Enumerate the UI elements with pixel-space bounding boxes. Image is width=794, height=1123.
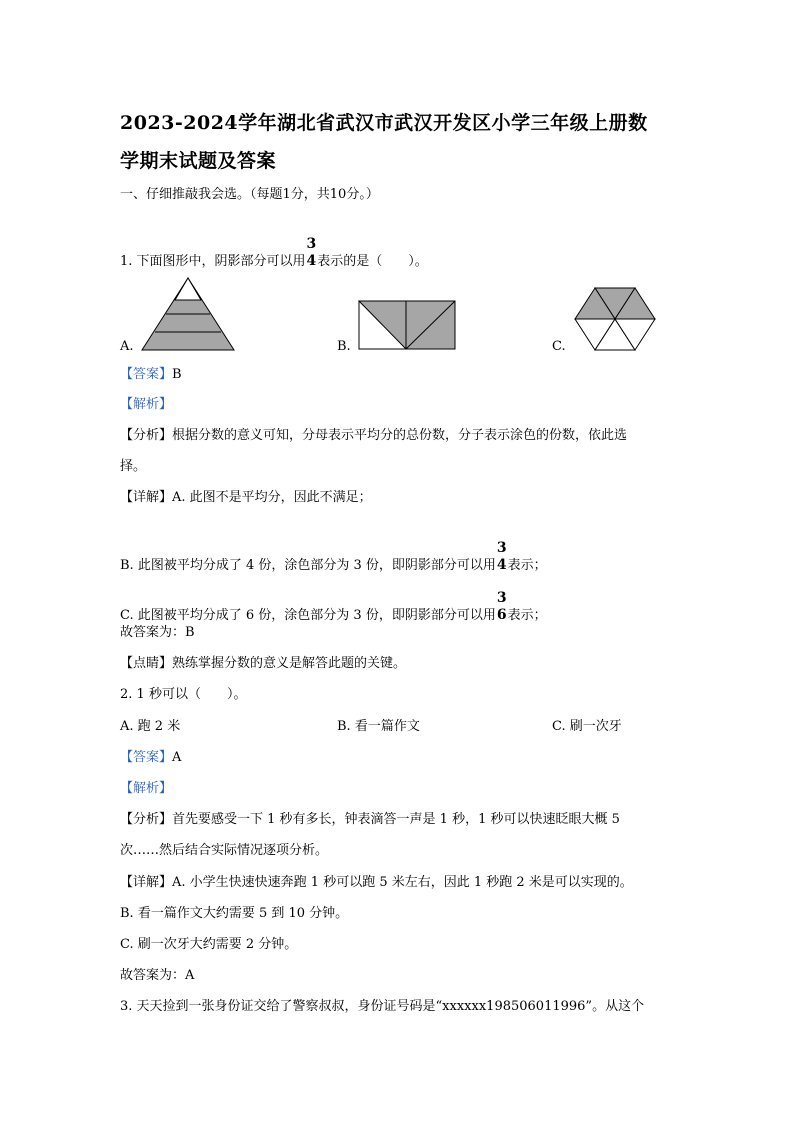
q2-fenxi-line2: 次……然后结合实际情况逐项分析。 [120,843,329,858]
q2-detail-a: 【详解】A. 小学生快速快速奔跑 1 秒可以跑 5 米左右，因此 1 秒跑 2 米是可以实现的。 [120,875,633,890]
q2-fenxi-line1: 【分析】首先要感受一下 1 秒有多长，钟表滴答一声是 1 秒，1 秒可以快速眨眼大概 5 [120,812,620,827]
option-b-rectangle-figure [358,300,456,352]
option-c-hexagon-figure [573,286,657,352]
q2-option-b: B. 看一篇作文 [337,719,420,734]
option-a-triangle-figure [140,276,236,352]
q1-analysis-heading: 【解析】 [120,397,173,412]
q2-option-a: A. 跑 2 米 [120,719,181,734]
q1-stem: 1. 下面图形中，阴影部分可以用 3 4 表示的是（ ）。 [120,236,428,269]
q1-detail-c: C. 此图被平均分成了 6 份，涂色部分为 3 份，即阴影部分可以用 3 6 表示； [120,590,547,623]
q2-answer: 【答案】A [120,750,182,765]
q2-option-c: C. 刷一次牙 [552,719,622,734]
q1-fenxi-line2: 择。 [120,459,147,474]
q1-answer: 【答案】B [120,367,182,382]
q2-stem: 2. 1 秒可以（ ）。 [120,687,247,702]
section-heading: 一、仔细推敲我会选。（每题1分，共10分。） [120,187,379,202]
q3-stem: 3. 天天捡到一张身份证交给了警察叔叔，身份证号码是“xxxxxx198506011996”。从这个 [120,999,645,1014]
option-a-label: A. [120,339,134,354]
q1-fraction: 3 4 [306,236,317,269]
q1-point: 【点睛】熟练掌握分数的意义是解答此题的关键。 [120,656,407,671]
doc-title-line1: 2023-2024学年湖北省武汉市武汉开发区小学三年级上册数 [120,112,648,134]
q1-detail-a: 【详解】A. 此图不是平均分，因此不满足； [120,490,372,505]
q1-detail-b: B. 此图被平均分成了 4 份，涂色部分为 3 份，即阴影部分可以用 3 4 表示； [120,540,547,573]
q1-conclusion: 故答案为：B [120,625,195,640]
q2-detail-b: B. 看一篇作文大约需要 5 到 10 分钟。 [120,906,349,921]
q2-conclusion: 故答案为：A [120,968,195,983]
option-c-label: C. [552,339,566,354]
option-b-label: B. [337,339,351,354]
doc-title-line2: 学期末试题及答案 [120,150,277,172]
q2-detail-c: C. 刷一次牙大约需要 2 分钟。 [120,937,298,952]
q2-analysis-heading: 【解析】 [120,781,173,796]
q1-fenxi-line1: 【分析】根据分数的意义可知，分母表示平均分的总份数，分子表示涂色的份数，依此选 [120,428,628,443]
